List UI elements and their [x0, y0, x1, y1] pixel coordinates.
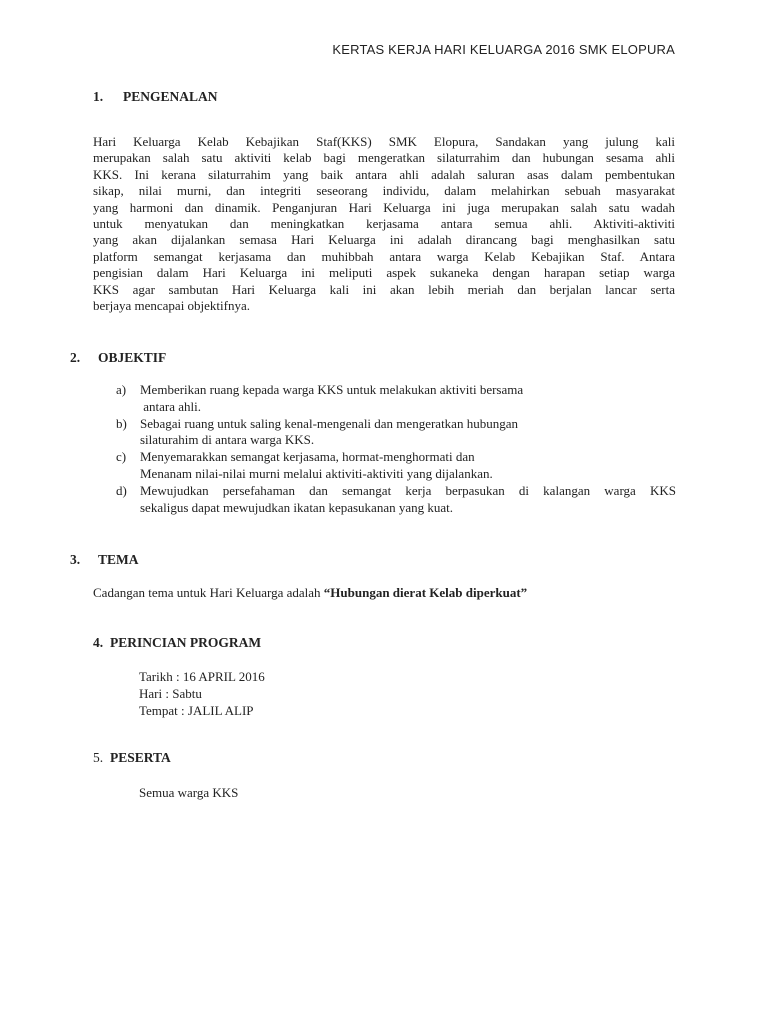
section-heading-tema: [70, 552, 139, 568]
section-heading-perincian-program: [93, 635, 261, 651]
section-number: 3.: [70, 552, 81, 567]
objektif-item: [116, 382, 676, 416]
objektif-line: sekaligus dapat mewujudkan ikatan kepasukanan yang kuat.: [140, 499, 453, 515]
section-number: 5.: [93, 750, 104, 765]
section-number: 1.: [93, 89, 104, 104]
section-heading-objektif: [70, 350, 166, 366]
section-title: OBJEKTIF: [98, 350, 167, 365]
objektif-line: antara ahli.: [140, 398, 201, 414]
program-tarikh: Tarikh : 16 APRIL 2016: [139, 669, 265, 684]
objektif-item: [116, 416, 676, 450]
objektif-line: Menanam nilai-nilai murni melalui aktiviti-aktiviti yang dijalankan.: [140, 465, 493, 481]
tema-theme: “Hubungan dierat Kelab diperkuat”: [323, 585, 528, 600]
objektif-item: [116, 449, 676, 483]
tema-text: [93, 584, 527, 601]
paragraph-line: merupakan salah satu aktiviti kelab bagi mengeratkan silaturrahim dan hubungan sesama ahli: [93, 150, 675, 166]
section-heading-pengenalan: [93, 89, 218, 105]
objektif-list: [116, 382, 676, 516]
objektif-line: silaturahim di antara warga KKS.: [140, 432, 315, 448]
objektif-item: [116, 483, 676, 517]
section-title: TEMA: [98, 552, 139, 567]
list-marker: c): [116, 449, 127, 465]
section-title: PERINCIAN PROGRAM: [110, 635, 262, 650]
objektif-line: Memberikan ruang kepada warga KKS untuk melakukan aktiviti bersama: [140, 382, 524, 397]
section-number: 2.: [70, 350, 81, 365]
document-header: KERTAS KERJA HARI KELUARGA 2016 SMK ELOPURA: [332, 42, 675, 57]
section-title: PENGENALAN: [123, 89, 218, 104]
paragraph-line: yang harmoni dan dinamik. Penganjuran Hari Keluarga ini juga merupakan salah satu wadah: [93, 199, 675, 215]
list-marker: a): [116, 382, 127, 397]
paragraph-line: berjaya mencapai objektifnya.: [93, 297, 251, 313]
objektif-line: Mewujudkan persefahaman dan semangat kerja berpasukan di kalangan warga KKS: [140, 482, 676, 498]
objektif-line: Menyemarakkan semangat kerjasama, hormat-menghormati dan: [140, 449, 475, 465]
paragraph-line: pengisian dalam Hari Keluarga ini meliputi aspek sukaneka dengan harapan setiap warga: [93, 265, 675, 281]
paragraph-line: yang akan dijalankan semasa Hari Keluarga ini adalah dirancang bagi menghasilkan satu: [93, 232, 675, 248]
paragraph-line: platform semangat kerjasama dan muhibbah antara warga Kelab Kebajikan Staf. Antara: [93, 248, 675, 264]
program-tempat: Tempat : JALIL ALIP: [139, 703, 254, 718]
peserta-text: Semua warga KKS: [139, 785, 239, 800]
section-number: 4.: [93, 635, 104, 650]
section-heading-peserta: [93, 750, 171, 766]
paragraph-line: untuk menyatukan dan meningkatkan kerjasama antara semua ahli. Aktiviti-aktiviti: [93, 215, 675, 231]
objektif-line: Sebagai ruang untuk saling kenal-mengenali dan mengeratkan hubungan: [140, 415, 518, 431]
tema-intro: Cadangan tema untuk Hari Keluarga adalah: [93, 585, 324, 600]
paragraph-line: Hari Keluarga Kelab Kebajikan Staf(KKS) SMK Elopura, Sandakan yang julung kali: [93, 134, 675, 149]
paragraph-line: KKS agar sambutan Hari Keluarga kali ini akan lebih meriah dan berjalan lancar serta: [93, 281, 675, 297]
pengenalan-paragraph: [93, 134, 675, 314]
list-marker: d): [116, 482, 127, 498]
paragraph-line: KKS. Ini kerana silaturrahim yang baik antara ahli adalah saluran asas dalam pembentukan: [93, 166, 675, 182]
list-marker: b): [116, 415, 127, 431]
program-hari: Hari : Sabtu: [139, 686, 202, 701]
paragraph-line: sikap, nilai murni, dan integriti seseorang individu, dalam melahirkan sebuah masyarakat: [93, 183, 675, 199]
section-title: PESERTA: [110, 750, 171, 765]
